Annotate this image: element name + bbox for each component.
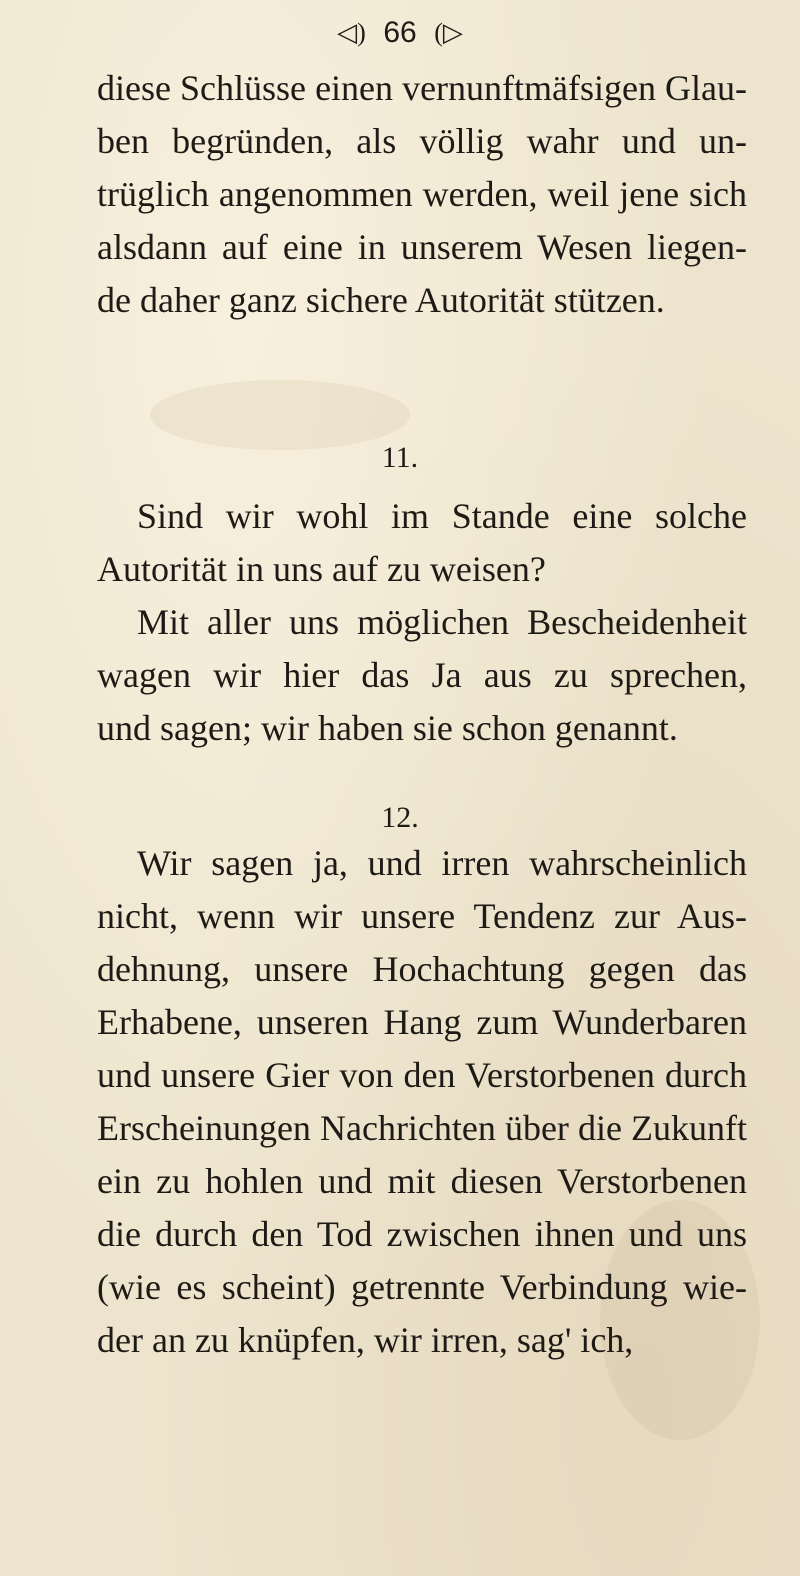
text-line: alsdann auf eine in unserem Wesen liegen-	[97, 227, 747, 267]
text-line: Wir sagen ja, und irren wahrscheinlich	[137, 843, 747, 883]
page-number: 66	[383, 16, 417, 50]
text-line: trüglich angenommen werden, weil jene sich	[97, 174, 747, 214]
text-line: diese Schlüsse einen vernunftmäfsigen Glau-	[97, 68, 747, 108]
right-hand-ornament-icon: (▷	[434, 18, 463, 48]
text-line: dehnung, unsere Hochachtung gegen das	[97, 949, 747, 989]
text-line: ben begründen, als völlig wahr und un-	[97, 121, 747, 161]
text-line: ein zu hohlen und mit diesen Verstorbenen	[97, 1161, 747, 1201]
section-number-11: 11.	[381, 441, 419, 474]
section-12-text	[97, 837, 747, 1367]
text-line: wagen wir hier das Ja aus zu sprechen,	[97, 655, 747, 695]
left-hand-ornament-icon: ◁)	[337, 18, 366, 48]
text-line: Erhabene, unseren Hang zum Wunderbaren	[97, 1002, 747, 1042]
paragraph-continuation	[97, 62, 747, 327]
text-line: (wie es scheint) getrennte Verbindung wie-	[97, 1267, 747, 1307]
text-line: die durch den Tod zwischen ihnen und uns	[97, 1214, 747, 1254]
text-line: und sagen; wir haben sie schon genannt.	[97, 708, 678, 748]
section-11-text	[97, 490, 747, 755]
page-header	[0, 6, 800, 56]
text-line: und unsere Gier von den Verstorbenen durch	[97, 1055, 747, 1095]
section-number-12: 12.	[381, 801, 419, 834]
text-line: Mit aller uns möglichen Bescheidenheit	[137, 602, 747, 642]
text-line: Autorität in uns auf zu weisen?	[97, 549, 546, 589]
text-line: Erscheinungen Nachrichten über die Zukunft	[97, 1108, 747, 1148]
text-line: nicht, wenn wir unsere Tendenz zur Aus-	[97, 896, 747, 936]
text-line: Sind wir wohl im Stande eine solche	[137, 496, 747, 536]
text-line: der an zu knüpfen, wir irren, sag' ich,	[97, 1320, 634, 1360]
text-line: de daher ganz sichere Autorität stützen.	[97, 280, 665, 320]
